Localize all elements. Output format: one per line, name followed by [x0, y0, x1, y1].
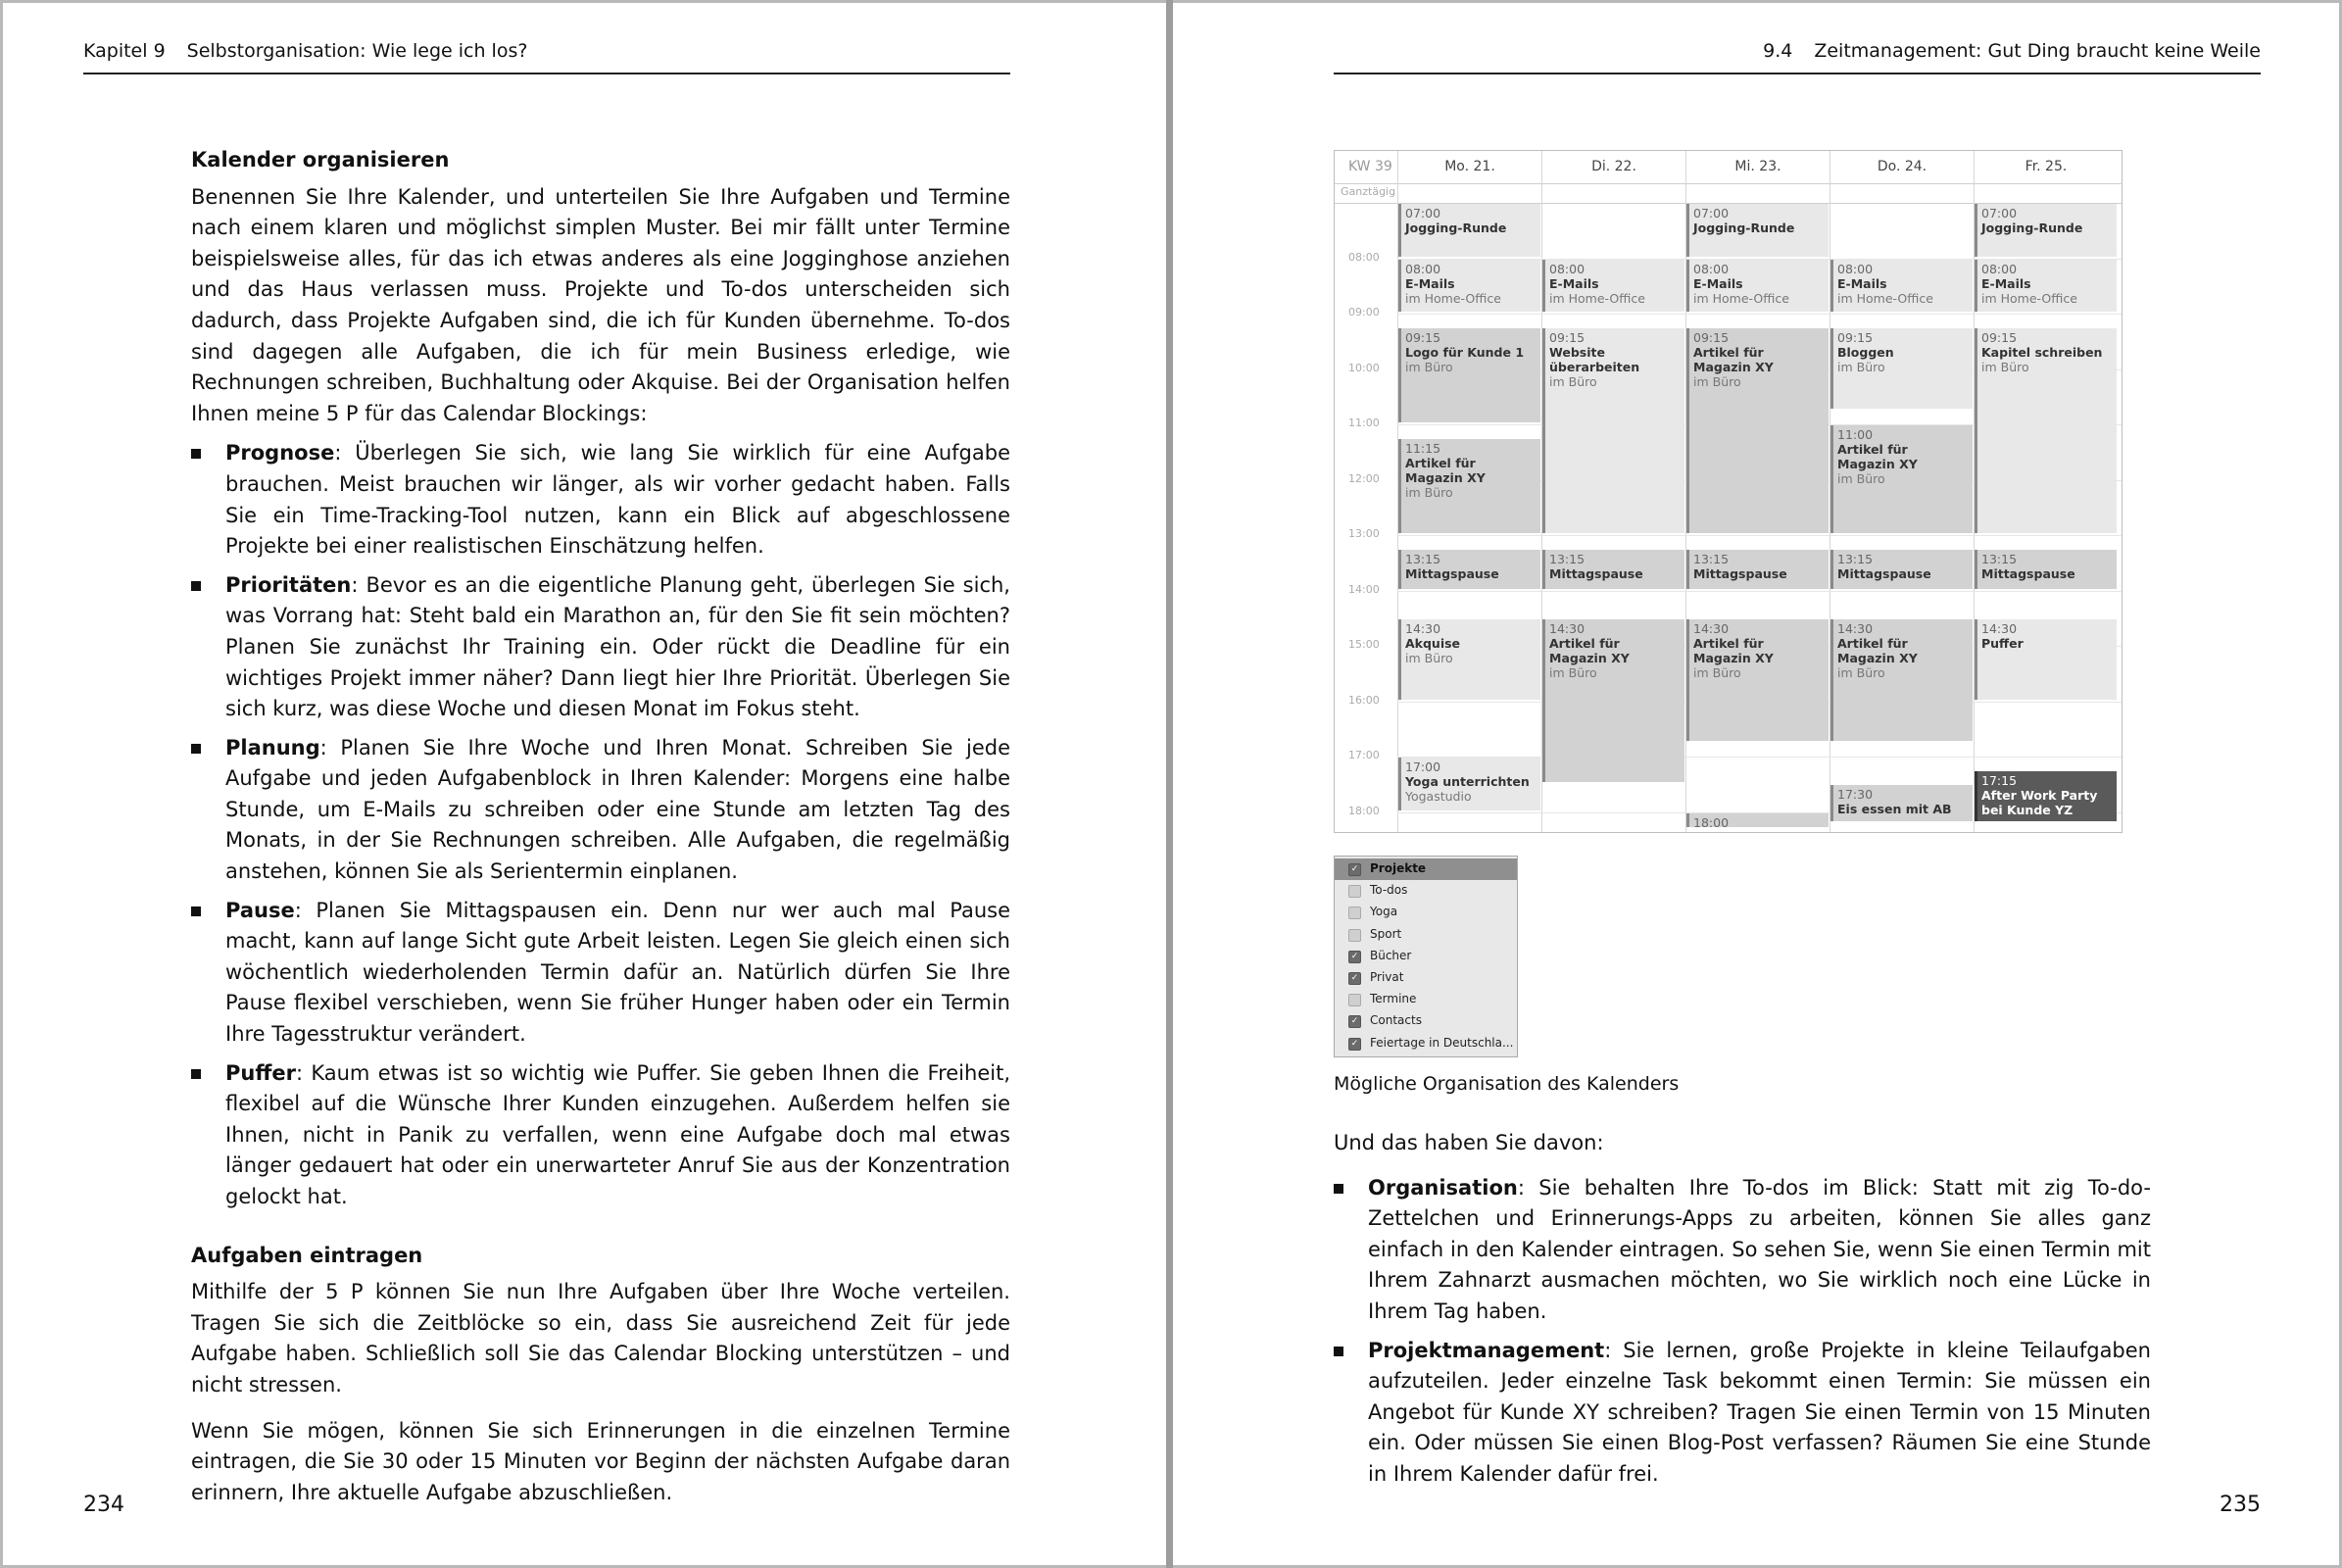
chapter-title: Selbstorganisation: Wie lege ich los?	[186, 40, 528, 62]
event-time: 17:30	[1837, 787, 1874, 803]
event-location: im Büro	[1981, 360, 2029, 375]
event-location: im Büro	[1405, 485, 1453, 501]
event-title: Kapitel schreiben	[1981, 345, 2103, 361]
bullet-text: : Sie lernen, große Projekte in kleine Teilaufgaben aufzuteilen. Jeder einzelne Task bekommt einen Termin: Sie müssen ein Angebot für Kunde XY schreiben? Tragen Sie einen Termin von 15 Minuten ein. Oder müssen Sie einen Blog-Post verfassen? Räumen Sie eine Stunde in Ihrem Kalender dafür frei.	[1368, 1338, 2151, 1486]
event-time: 08:00	[1549, 261, 1586, 276]
calendar-event[interactable]	[1398, 619, 1540, 700]
calendar-checkbox[interactable]	[1348, 906, 1361, 919]
calendar-list-label: Yoga	[1370, 905, 1398, 919]
calendar-list-item[interactable]	[1335, 924, 1517, 946]
event-location: im Büro	[1693, 664, 1741, 680]
page-number: 234	[83, 1493, 124, 1517]
all-day-label: Ganztägig	[1341, 185, 1396, 198]
calendar-list-label: Termine	[1370, 992, 1417, 1006]
day-header: Do. 24.	[1877, 159, 1927, 174]
hour-gridline	[1397, 314, 2122, 315]
event-location: im Büro	[1693, 374, 1741, 390]
bullet-term: Prognose	[225, 441, 335, 466]
bullet-term: Organisation	[1368, 1175, 1518, 1200]
calendar-event[interactable]	[1830, 619, 1973, 741]
bullet-text: : Sie behalten Ihre To-dos im Blick: Statt mit zig To-do-Zettelchen und Erinnerungs-Apps zu arbeiten, können Sie alles ganz einfach in den Kalender eintragen. So sehen Sie, wenn Sie einen Termin mit Ihrem Zahnarzt ausmachen möchten, wo Sie wirklich noch eine Lücke in Ihrem Tag haben.	[1368, 1175, 2151, 1323]
hour-gridline	[1397, 535, 2122, 536]
right-body	[1334, 1128, 2151, 1491]
calendar-checkbox[interactable]: ✓	[1348, 951, 1361, 963]
calendar-list-item[interactable]	[1335, 967, 1517, 989]
event-time: 18:00	[1693, 814, 1730, 827]
bullet-marker	[191, 744, 201, 754]
event-title: After Work Party bei Kunde YZ	[1981, 788, 2098, 818]
event-location: Yogastudio	[1405, 789, 1472, 804]
calendar-event[interactable]	[1975, 204, 2117, 257]
event-time: 08:00	[1405, 261, 1441, 276]
event-title: Mittagspause	[1981, 566, 2075, 582]
bullet-item	[191, 1058, 1010, 1213]
event-location: im Home-Office	[1837, 290, 1933, 306]
paragraph: Wenn Sie mögen, können Sie sich Erinnerungen in die einzelnen Termine eintragen, die Sie 30 oder 15 Minuten vor Beginn der nächsten Aufgabe daran erinnern, Ihre aktuelle Aufgabe abzuschließen.	[191, 1418, 1010, 1504]
bullet-marker	[191, 1069, 201, 1079]
event-time: 14:30	[1693, 620, 1730, 636]
event-title: Eis essen mit AB	[1837, 802, 1952, 817]
calendar-list-item[interactable]	[1335, 946, 1517, 967]
event-time: 07:00	[1405, 206, 1441, 220]
calendar-event[interactable]	[1975, 771, 2117, 821]
calendar-list-label: Feiertage in Deutschla...	[1370, 1035, 1514, 1050]
event-title: Jogging-Runde	[1981, 220, 2083, 235]
left-body	[191, 145, 1010, 1508]
bullet-text: : Bevor es an die eigentliche Planung geht, überlegen Sie sich, was Vorrang hat: Steht bald ein Marathon an, für den Sie fit sein möchten? Planen Sie zunächst Ihr Training ein. Oder rückt die Deadline für ein wichtiges Projekt immer näher? Dann liegt hier Ihre Priorität. Überlegen Sie sich kurz, was diese Woche und diesen Monat im Fokus steht.	[225, 572, 1010, 721]
event-location: im Büro	[1837, 360, 1885, 375]
event-time: 17:15	[1981, 773, 2018, 789]
calendar-event[interactable]	[1686, 260, 1829, 313]
lead-paragraph: Und das haben Sie davon:	[1334, 1131, 1604, 1154]
bullet-marker	[1334, 1184, 1343, 1194]
event-time: 13:15	[1837, 552, 1874, 567]
event-time: 13:15	[1405, 552, 1441, 567]
bullet-term: Puffer	[225, 1060, 296, 1085]
calendar-event[interactable]	[1686, 204, 1829, 257]
event-location: im Home-Office	[1405, 290, 1501, 306]
event-title: E-Mails	[1693, 275, 1743, 291]
bullet-item	[1334, 1173, 2151, 1328]
event-title: Yoga unterrichten	[1405, 774, 1530, 789]
right-page	[1173, 3, 2339, 1565]
event-time: 14:30	[1837, 620, 1874, 636]
day-header: Mo. 21.	[1444, 159, 1495, 174]
section-title: Zeitmanagement: Gut Ding braucht keine Weile	[1814, 40, 2261, 62]
event-title: Website überarbeiten	[1549, 345, 1640, 375]
event-title: Mittagspause	[1405, 566, 1499, 582]
calendar-event[interactable]	[1686, 813, 1829, 827]
week-calendar	[1334, 150, 2122, 833]
calendar-list-item[interactable]	[1335, 1033, 1517, 1054]
calendar-event[interactable]	[1398, 550, 1540, 588]
calendar-event[interactable]	[1686, 328, 1829, 533]
calendar-event[interactable]	[1542, 619, 1684, 783]
five-p-list	[191, 438, 1010, 1212]
left-page	[3, 3, 1166, 1565]
hour-label: 11:00	[1348, 416, 1380, 429]
calendar-list-label: Bücher	[1370, 948, 1412, 962]
intro-paragraph: Benennen Sie Ihre Kalender, und unterteilen Sie Ihre Aufgaben und Termine nach einem klaren und möglichst simplen Muster. Bei mir fällt unter Termine beispielsweise alles, für das ich etwas anderes als eine Jogginghose anziehen und das Haus verlassen muss. Projekte und To-dos unterscheiden sich dadurch, dass Projekte Aufgaben sind, die ich für Kunden übernehme. To-dos sind dagegen alle Aufgaben, die ich für mein Business erledige, wie Rechnungen schreiben, Buchhaltung oder Akquise. Bei der Organisation helfen Ihnen meine 5 P für das Calendar Blockings:	[191, 184, 1010, 425]
calendar-event[interactable]	[1830, 785, 1973, 821]
event-time: 07:00	[1693, 206, 1730, 220]
event-title: E-Mails	[1549, 275, 1599, 291]
figure-caption: Mögliche Organisation des Kalenders	[1334, 1073, 1680, 1095]
bullet-item	[191, 733, 1010, 888]
calendar-event[interactable]	[1975, 260, 2117, 313]
header-rule	[83, 73, 1010, 74]
calendar-list-item[interactable]	[1335, 902, 1517, 923]
event-time: 14:30	[1981, 620, 2018, 636]
event-title: Artikel für Magazin XY	[1549, 635, 1630, 665]
event-time: 11:00	[1837, 427, 1874, 442]
event-time: 13:15	[1981, 552, 2018, 567]
chapter-number: Kapitel 9	[83, 40, 166, 62]
event-time: 08:00	[1981, 261, 2018, 276]
calendar-checkbox[interactable]: ✓	[1348, 1015, 1361, 1028]
calendar-event[interactable]	[1975, 328, 2117, 533]
event-title: Mittagspause	[1693, 566, 1787, 582]
bullet-marker	[191, 449, 201, 459]
event-location: im Home-Office	[1693, 290, 1789, 306]
calendar-checkbox[interactable]: ✓	[1348, 1038, 1361, 1051]
calendar-list-label: Contacts	[1370, 1013, 1422, 1028]
calendar-event[interactable]	[1542, 328, 1684, 533]
event-time: 13:15	[1549, 552, 1586, 567]
event-title: E-Mails	[1981, 275, 2031, 291]
calendar-event[interactable]	[1830, 260, 1973, 313]
bullet-item	[1334, 1336, 2151, 1491]
event-time: 13:15	[1693, 552, 1730, 567]
event-location: im Büro	[1549, 374, 1597, 390]
calendar-list-label: Privat	[1370, 970, 1404, 984]
bullet-term: Planung	[225, 735, 320, 760]
calendar-list-label: Sport	[1370, 926, 1402, 941]
bullet-item	[191, 896, 1010, 1051]
hour-label: 15:00	[1348, 638, 1380, 651]
week-label: KW 39	[1348, 159, 1392, 174]
bullet-term: Projektmanagement	[1368, 1338, 1605, 1362]
bullet-text: : Überlegen Sie sich, wie lang Sie wirklich für eine Aufgabe brauchen. Meist brauchen wir länger, als wir vorher gedacht haben. Falls Sie ein Time-Tracking-Tool nutzen, kann ein Blick auf abgeschlossene Projekte bei einer realistischen Einschätzung helfen.	[225, 441, 1010, 559]
hour-label: 16:00	[1348, 693, 1380, 707]
calendar-event[interactable]	[1398, 439, 1540, 533]
bullet-text: : Kaum etwas ist so wichtig wie Puffer. Sie geben Ihnen die Freiheit, flexibel auf die Wünsche Ihrer Kunden einzugehen. Außerdem helfen sie Ihnen, nicht in Panik zu verfallen, wenn eine Aufgabe doch mal etwas länger gedauert hat oder ein unerwarteter Anruf Sie aus der Konzentration gelockt hat.	[225, 1060, 1010, 1208]
calendar-event[interactable]	[1830, 425, 1973, 533]
calendar-event[interactable]	[1830, 550, 1973, 588]
all-day-row	[1335, 183, 2122, 204]
calendar-event[interactable]	[1975, 550, 2117, 588]
calendar-event[interactable]	[1542, 260, 1684, 313]
event-title: Logo für Kunde 1	[1405, 345, 1525, 361]
calendar-event[interactable]	[1830, 328, 1973, 409]
event-location: im Home-Office	[1549, 290, 1645, 306]
hour-gridline	[1397, 591, 2122, 592]
calendar-list-item[interactable]	[1335, 858, 1517, 880]
calendar-list-item[interactable]	[1335, 880, 1517, 902]
event-title: Jogging-Runde	[1693, 220, 1795, 235]
event-time: 08:00	[1693, 261, 1730, 276]
bullet-item	[191, 570, 1010, 725]
calendar-checkbox[interactable]: ✓	[1348, 972, 1361, 985]
hour-label: 17:00	[1348, 749, 1380, 761]
event-title: Mittagspause	[1549, 566, 1643, 582]
hour-label: 12:00	[1348, 471, 1380, 485]
day-header: Mi. 23.	[1734, 159, 1781, 174]
event-location: im Home-Office	[1981, 290, 2077, 306]
page-number: 235	[2220, 1493, 2261, 1517]
bullet-term: Pause	[225, 898, 295, 922]
bullet-term: Prioritäten	[225, 572, 352, 597]
day-header: Di. 22.	[1591, 159, 1636, 174]
event-title: Artikel für Magazin XY	[1693, 345, 1774, 375]
bullet-marker	[1334, 1347, 1343, 1356]
hour-label: 13:00	[1348, 527, 1380, 540]
running-header	[83, 40, 527, 62]
event-title: Jogging-Runde	[1405, 220, 1507, 235]
calendar-event[interactable]	[1398, 260, 1540, 313]
event-time: 09:15	[1981, 330, 2018, 346]
calendar-list-item[interactable]	[1335, 1010, 1517, 1032]
event-location: im Büro	[1549, 664, 1597, 680]
event-time: 11:15	[1405, 441, 1441, 457]
event-location: im Büro	[1405, 650, 1453, 665]
calendar-event[interactable]	[1975, 619, 2117, 700]
hour-label: 09:00	[1348, 306, 1380, 318]
calendar-event[interactable]	[1686, 619, 1829, 741]
hour-label: 18:00	[1348, 804, 1380, 817]
bullet-text: : Planen Sie Ihre Woche und Ihren Monat. Schreiben Sie jede Aufgabe und jeden Aufgabenblock in Ihren Kalender: Morgens eine halbe Stunde, um E-Mails zu schreiben oder eine Stunde am letzten Tag des Monats, in der Sie Rechnungen schreiben. Alle Aufgaben, die regelmäßig anstehen, können Sie als Serientermin einplanen.	[225, 735, 1010, 884]
header-rule	[1334, 73, 2261, 74]
bullet-marker	[191, 906, 201, 916]
event-time: 09:15	[1549, 330, 1586, 346]
hour-label: 10:00	[1348, 361, 1380, 374]
event-time: 14:30	[1549, 620, 1586, 636]
bullet-item	[191, 438, 1010, 562]
hour-label: 14:00	[1348, 582, 1380, 596]
event-time: 14:30	[1405, 620, 1441, 636]
running-header	[1763, 40, 2261, 62]
event-time: 09:15	[1693, 330, 1730, 346]
event-time: 08:00	[1837, 261, 1874, 276]
book-gutter	[1166, 0, 1173, 1568]
section-heading: Kalender organisieren	[191, 148, 450, 172]
event-title: Artikel für Magazin XY	[1693, 635, 1774, 665]
event-time: 09:15	[1405, 330, 1441, 346]
calendar-list-label: To-dos	[1370, 883, 1408, 898]
calendar-checkbox[interactable]	[1348, 994, 1361, 1006]
calendar-event[interactable]	[1398, 204, 1540, 257]
event-title: Artikel für Magazin XY	[1837, 442, 1918, 471]
event-title: Bloggen	[1837, 345, 1894, 361]
event-title: Akquise	[1405, 635, 1461, 651]
event-title: Artikel für Magazin XY	[1837, 635, 1918, 665]
event-title: E-Mails	[1405, 275, 1455, 291]
calendar-event[interactable]	[1542, 550, 1684, 588]
section-heading-2: Aufgaben eintragen	[191, 1243, 423, 1267]
calendar-checkbox[interactable]	[1348, 929, 1361, 942]
day-header: Fr. 25.	[2025, 159, 2068, 174]
section-number: 9.4	[1763, 40, 1793, 62]
benefits-list	[1334, 1173, 2151, 1491]
event-title: Artikel für Magazin XY	[1405, 456, 1486, 486]
event-location: im Büro	[1405, 360, 1453, 375]
paragraph: Mithilfe der 5 P können Sie nun Ihre Aufgaben über Ihre Woche verteilen. Tragen Sie sich die Zeitblöcke so ein, dass Sie ausreichend Zeit für jede Aufgabe haben. Schließlich soll Sie das Calendar Blocking unterstützen – und nicht stressen.	[191, 1280, 1010, 1396]
event-time: 07:00	[1981, 206, 2018, 220]
calendar-list-item[interactable]	[1335, 989, 1517, 1010]
event-title: Mittagspause	[1837, 566, 1931, 582]
event-time: 09:15	[1837, 330, 1874, 346]
calendar-list-label: Projekte	[1370, 861, 1427, 875]
event-title: E-Mails	[1837, 275, 1887, 291]
calendar-event[interactable]	[1686, 550, 1829, 588]
calendar-event[interactable]	[1398, 758, 1540, 810]
calendar-list	[1334, 856, 1518, 1057]
calendar-event[interactable]	[1398, 328, 1540, 422]
calendar-checkbox[interactable]	[1348, 885, 1361, 898]
hour-label: 08:00	[1348, 250, 1380, 264]
event-location: im Büro	[1837, 471, 1885, 486]
bullet-marker	[191, 581, 201, 591]
calendar-checkbox[interactable]: ✓	[1348, 863, 1361, 876]
event-location: im Büro	[1837, 664, 1885, 680]
event-title: Puffer	[1981, 635, 2024, 651]
event-time: 17:00	[1405, 760, 1441, 774]
bullet-text: : Planen Sie Mittagspausen ein. Denn nur wer auch mal Pause macht, kann auf lange Sicht gute Arbeit leisten. Legen Sie gleich einen sich wöchentlich wiederholenden Termin dafür an. Natürlich dürfen Sie Ihre Pause flexibel verschieben, wenn Sie früher Hunger haben oder ein Termin Ihre Tagesstruktur verändert.	[225, 898, 1010, 1047]
